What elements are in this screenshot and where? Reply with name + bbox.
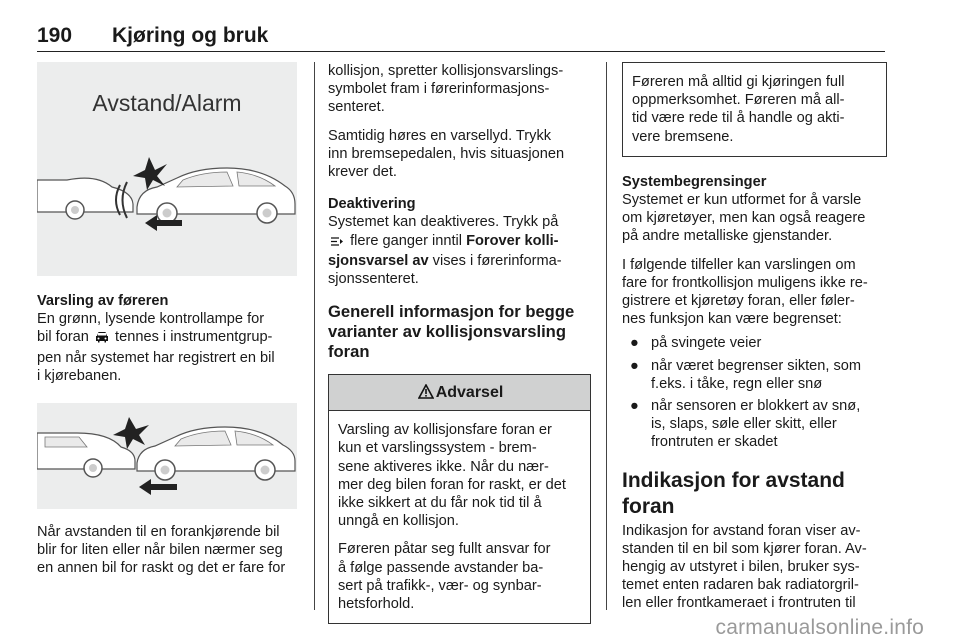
- note-paragraph: Føreren må alltid gi kjøringen full oppmerksomhet. Føreren må all- tid være rede til å handle og akti- vere bremsene.: [632, 74, 845, 145]
- column-1: [37, 62, 300, 578]
- bullet-dot-icon: ●: [630, 357, 639, 374]
- collision-alert-illustration: [37, 403, 297, 509]
- paragraph-warning-sound: Samtidig høres en varsellyd. Trykk inn bremsepedalen, hvis situasjonen krever det.: [328, 127, 565, 181]
- column-2: [328, 62, 591, 624]
- column-divider-1: [314, 62, 315, 610]
- paragraph-limitations: I følgende tilfeller kan varslingen om fare for frontkollisjon muligens ikke re- gistrere et kjøretøy foran, eller føler- nes funksjon kan være begrenset:: [622, 256, 868, 328]
- figure-collision-alert: [37, 403, 297, 509]
- paragraph-distance-indication: Indikasjon for avstand foran viser av- standen til en bil som kjører foran. Av- hengig av utstyret i bilen, bruker sys- temet enten radaren bak radiatorgril- len eller frontkameraet i frontruten til: [622, 522, 867, 612]
- bullet-dot-icon: ●: [630, 398, 639, 415]
- limitations-list: [622, 334, 887, 451]
- warning-triangle-icon: [418, 377, 434, 413]
- paragraph-distance-warning: Når avstanden til en forankjørende bil blir for liten eller når bilen nærmer seg en annen bil for raskt og det er fare for: [37, 524, 286, 577]
- warning-box: [328, 374, 591, 624]
- heading-driver-warning: Varsling av føreren: [37, 293, 169, 309]
- paragraph-deactivation: Systemet kan deaktiveres. Trykk på flere ganger inntil Forover kolli- sjonsvarsel av vises i førerinforma- sjonssenteret.: [328, 214, 562, 288]
- warning-header: [329, 375, 590, 411]
- paragraph-indicator: En grønn, lysende kontrollampe for bil foran tennes i instrumentgrup- pen når systemet har registrert en bil i kjørebanen.: [37, 311, 275, 384]
- column-3: [622, 62, 887, 613]
- page-number: 190: [37, 24, 73, 47]
- heading-distance-indication: Indikasjon for avstand foran: [622, 468, 845, 518]
- heading-deactivation: Deaktivering: [328, 196, 416, 213]
- column-divider-2: [606, 62, 607, 610]
- paragraph-system-limits: Systemet er kun utformet for å varsle om kjøretøyer, men kan også reagere på andre metalliske gjenstander.: [622, 192, 866, 245]
- figure-distance-alarm: [37, 62, 297, 276]
- menu-button-icon: [330, 234, 344, 252]
- warning-title: Advarsel: [435, 384, 504, 402]
- watermark: carmanualsonline.info: [715, 616, 924, 639]
- figure-title: Avstand/Alarm: [92, 90, 242, 116]
- warning-paragraph-1: Varsling av kollisjonsfare foran er kun et varslingssystem - brem- sene aktiveres ikke. Når du nær- mer deg bilen foran for raskt, er det ikke sikkert at du får nok tid til å unngå en kollisjon.: [338, 422, 566, 530]
- warning-paragraph-2: Føreren påtar seg fullt ansvar for å følge passende avstander ba- sert på trafikk-, vær- og synbar- hetsforhold.: [338, 541, 551, 613]
- section-title: Kjøring og bruk: [112, 24, 269, 47]
- heading-general-info: Generell informasjon for begge varianter av kollisjonsvarsling foran: [328, 302, 575, 362]
- page-header: [37, 22, 885, 52]
- paragraph-collision-symbol: kollisjon, spretter kollisjonsvarslings- symbolet fram i førerinformasjons- senteret.: [328, 63, 564, 116]
- list-item: ● når sensoren er blokkert av snø, is, slaps, søle eller skitt, eller frontruten er skadet: [630, 398, 861, 451]
- heading-system-limits: Systembegrensinger: [622, 173, 767, 190]
- list-item: ● på svingete veier: [630, 335, 762, 352]
- bullet-dot-icon: ●: [630, 335, 639, 352]
- car-front-icon: [95, 330, 109, 348]
- list-item: ● når været begrenser sikten, som f.eks. i tåke, regn eller snø: [630, 357, 862, 392]
- note-box: [622, 62, 887, 157]
